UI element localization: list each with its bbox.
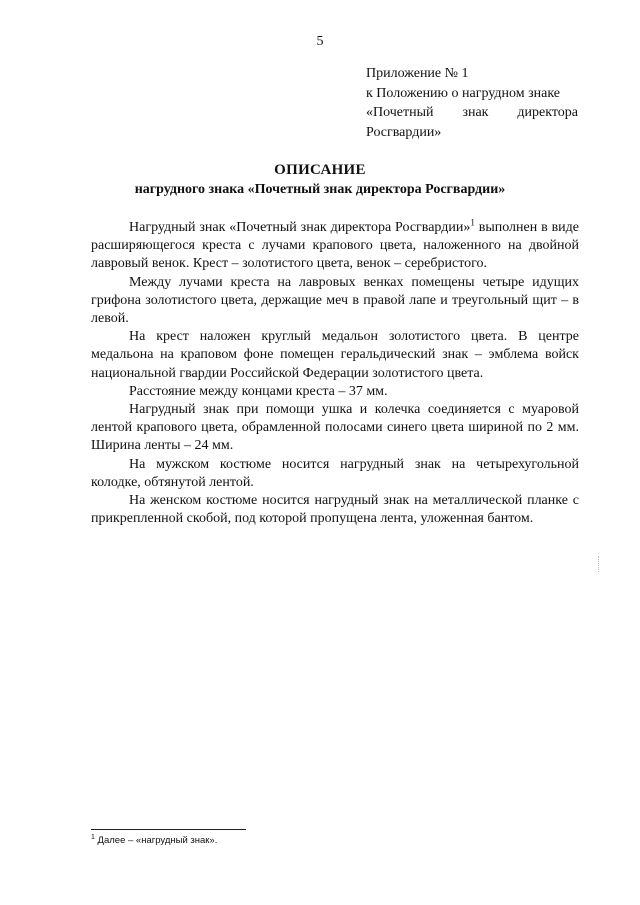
appendix-header xyxy=(366,64,578,142)
appendix-line-3 xyxy=(366,103,578,123)
paragraph-4: Расстояние между концами креста – 37 мм. xyxy=(129,383,388,399)
appendix-word: знак xyxy=(462,105,489,120)
appendix-line-2: к Положению о нагрудном знаке xyxy=(366,85,561,101)
footnote-reference: 1 xyxy=(470,217,475,228)
appendix-word: «Почетный xyxy=(366,105,434,120)
document-body xyxy=(91,219,579,528)
paragraph-1-rest: выполнен в виде расширяющегося креста с лучами крапового цвета, наложенного на двойной лавровый венок. Крест – золотистого цвета, венок – серебристого. xyxy=(91,220,580,272)
document-title: ОПИСАНИЕ xyxy=(274,162,366,178)
paragraph-1-start: Нагрудный знак «Почетный знак директора Росгвардии» xyxy=(129,220,471,235)
scan-artifact xyxy=(598,556,600,572)
appendix-word: директора xyxy=(517,105,578,120)
footnote-mark: 1 xyxy=(91,834,95,841)
page-number: 5 xyxy=(316,34,324,49)
paragraph-2: Между лучами креста на лавровых венках помещены четыре идущих грифона золотистого цвета, держащие меч в правой лапе и треугольный щит – в левой. xyxy=(91,274,579,327)
paragraph-7: На женском костюме носится нагрудный знак на металлической планке с прикрепленной скобой, под которой пропущена лента, уложенная бантом. xyxy=(91,493,579,527)
footnote-divider xyxy=(91,829,246,830)
appendix-line-1: Приложение № 1 xyxy=(366,66,469,81)
paragraph-3: На крест наложен круглый медальон золотистого цвета. В центре медальона на краповом фоне помещен геральдический знак – эмблема войск национальной гвардии Российской Федерации золотистого цвета. xyxy=(91,329,579,381)
document-subtitle: нагрудного знака «Почетный знак директора Росгвардии» xyxy=(134,182,506,197)
paragraph-1 xyxy=(91,219,579,274)
paragraph-5: Нагрудный знак при помощи ушка и колечка соединяется с муаровой лентой крапового цвета, обрамленной полосами синего цвета шириной по 2 мм. Ширина ленты – 24 мм. xyxy=(91,402,579,454)
footnote xyxy=(91,834,217,846)
footnote-text: Далее – «нагрудный знак». xyxy=(94,835,218,847)
paragraph-6: На мужском костюме носится нагрудный знак на четырехугольной колодке, обтянутой лентой. xyxy=(91,456,579,490)
appendix-line-4: Росгвардии» xyxy=(366,124,442,140)
